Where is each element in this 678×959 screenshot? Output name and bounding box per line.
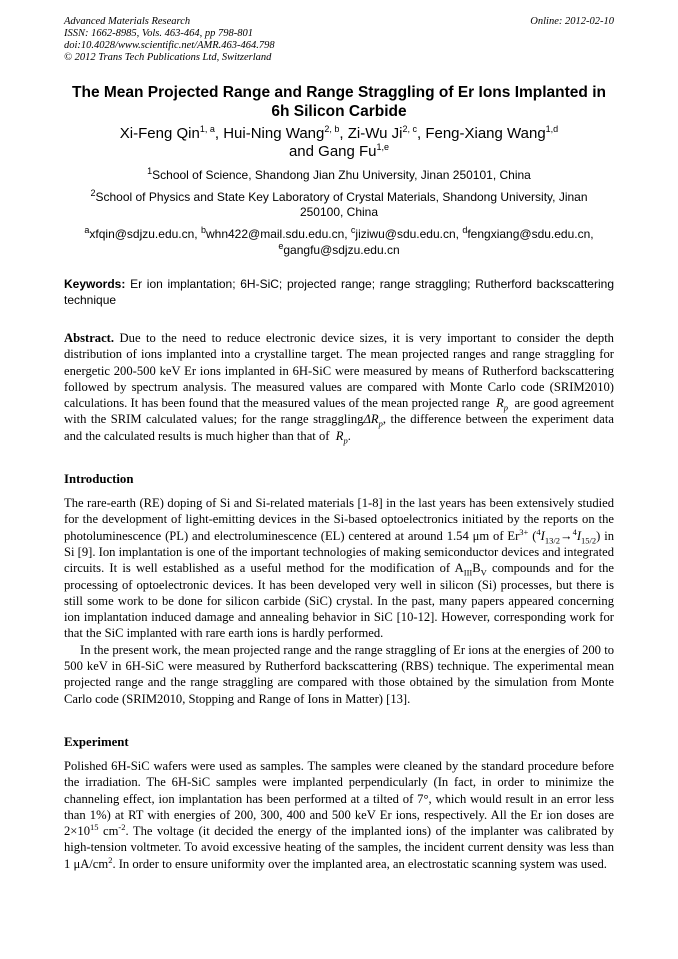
abstract-text-2: are good agreement with the SRIM calculated values; for the range straggling: [64, 396, 614, 427]
math-rp-sub: p: [503, 402, 509, 413]
email-link[interactable]: gangfu@sdjzu.edu.cn: [283, 243, 400, 257]
section-title-experiment: Experiment: [64, 734, 129, 749]
experiment-paragraph-1: [64, 758, 614, 872]
math-delta-rp-sub: p: [378, 419, 383, 429]
unit-sup: -2: [118, 821, 126, 832]
intro-text: compounds and for the processing of optoelectronic devices. It has been developed very well in silicon (Si) processes, but there is still some work to be done for silicon carbide (SiC) crystal. In the past, many papers appeared concerning ion implantation induced damage and annealing behavior in SiC [10-12]. However, corresponding work for that the SiC implanted with rare earth ions is hardly performed.: [64, 561, 614, 641]
email-list: $^a$xfqin@sdjzu.edu.cn, $^b$whn422@mail.sdu.edu.cn, $^c$jiziwu@sdu.edu.cn, $^d$fengxiang@sdu.edu.cn, $^e$gangfu@sdjzu.edu.cn: [84, 225, 594, 257]
introduction-paragraph-1: [64, 495, 614, 642]
issn-line: ISSN: 1662-8985, Vols. 463-464, pp 798-801: [64, 28, 253, 39]
author-list: Xi-Feng Qin$^{1, a}$, Hui-Ning Wang$^{2, b}$, Zi-Wu Ji$^{2, c}$, Feng-Xiang Wang$^{1,d}$ and Gang Fu$^{1,e}$: [119, 124, 559, 160]
email-sup: d: [462, 225, 468, 235]
level-sub: 15/2: [581, 535, 597, 546]
email-sup: a: [84, 225, 90, 235]
email-sup: e: [278, 241, 284, 251]
math-rp-symbol: R: [335, 428, 344, 443]
keywords-label: Keywords:: [64, 277, 126, 291]
author-name: Xi-Feng Qin: [119, 125, 200, 142]
math-rp-2: [335, 428, 348, 446]
author-name: Zi-Wu Ji: [347, 125, 403, 142]
group-sub: V: [480, 567, 487, 578]
introduction-paragraph-2: In the present work, the mean projected range and the range straggling of Er ions at the energies of 200 to 500 keV in 6H-SiC were measured by Rutherford backscattering (RBS) technique. The experimental mean projected range and the range straggling are compared with those obtained by the simulation from Monte Carlo code (SRIM2010, Stopping and Range of Ions in Matter) [13].: [64, 642, 614, 706]
section-title-introduction: Introduction: [64, 472, 134, 487]
introduction-body: [64, 495, 614, 707]
abstract-text-1: Due to the need to reduce electronic device sizes, it is very important to consider the depth distribution of ions implanted into a crystalline target. The mean projected ranges and range straggling for energetic 200-500 keV Er ions implanted in 6H-SiC were measured by means of Rutherford backscattering followed by spectrum analysis. The measured values are compared with Monte Carlo code (SRIM2010) calculations. It has been found that the measured values of the mean projected range: [64, 331, 614, 411]
exp-text: Polished 6H-SiC wafers were used as samples. The samples were cleaned by the standard procedure before the irradiation. The 6H-SiC samples were implanted perpendicularly (In fact, in order to minimize the channeling effect, ion implantation has been performed at a tilted of 7°, which would result in an error less than 1%) at RT with energies of 200, 300, 400 and 500 keV Er ions, respectively. All the Er ion doses are 2×10: [64, 758, 614, 839]
journal-name: Advanced Materials Research: [64, 16, 191, 27]
keywords-text: Er ion implantation; 6H-SiC; projected range; range straggling; Rutherford backscattering technique: [64, 277, 614, 307]
transition-arrow: →: [559, 528, 573, 543]
level-sup: 4: [572, 526, 577, 537]
author-sup: 1,d: [545, 124, 559, 134]
math-rp-symbol: R: [496, 396, 504, 411]
author-sup: 1,e: [376, 142, 390, 152]
email-sup: c: [350, 225, 356, 235]
affiliation-sup: 2: [90, 188, 96, 198]
level-symbol: I: [576, 528, 582, 543]
affiliation-1: [64, 168, 614, 183]
affiliation-2: [64, 190, 614, 220]
intro-text: The rare-earth (RE) doping of Si and Si-related materials [1-8] in the last years has been extensively studied for the development of light-emitting devices in the Si-based optoelectronics initiated by the reports on the photoluminescence (PL) and electroluminescence (EL) centered at around 1.54 μm of Er: [64, 496, 614, 543]
online-date: Online: 2012-02-10: [530, 16, 614, 27]
dose-sup: 15: [90, 821, 99, 832]
email-link[interactable]: fengxiang@sdu.edu.cn: [467, 227, 591, 241]
email-link[interactable]: jiziwu@sdu.edu.cn: [355, 227, 456, 241]
email-sup: b: [200, 225, 206, 235]
math-delta-rp: [363, 412, 383, 429]
journal-header: [64, 16, 614, 64]
email-link[interactable]: xfqin@sdjzu.edu.cn: [89, 227, 195, 241]
affiliation-text: School of Physics and State Key Laboratory of Crystal Materials, Shandong University, Jinan 250100, China: [95, 190, 588, 219]
math-rp: [496, 396, 509, 413]
author-sup: 2, c: [402, 124, 417, 134]
affiliation-text: School of Science, Shandong Jian Zhu University, Jinan 250101, China: [152, 168, 531, 182]
abstract-block: [64, 330, 614, 444]
exp-text: . In order to ensure uniformity over the implanted area, an electrostatic scanning system was used.: [112, 856, 607, 871]
intro-text: (: [532, 528, 537, 543]
abstract-label: Abstract.: [64, 331, 115, 345]
email-link[interactable]: whn422@mail.sdu.edu.cn: [205, 227, 345, 241]
exp-text: . The voltage (it decided the energy of the implanted ions) of the implanter was calibrated by high-tension voltmeter. To avoid excessive heating of the samples, the incident current density was less than 1 μA/cm: [64, 824, 614, 871]
abstract-text-4: .: [347, 428, 351, 443]
author-name: and Gang Fu: [288, 143, 377, 160]
math-rp-sub: p: [343, 435, 348, 446]
level-sup: 4: [536, 526, 541, 537]
unit-sup: 2: [108, 854, 113, 865]
author-sup: 2, b: [324, 124, 340, 134]
er-charge-sup: 3+: [519, 526, 529, 537]
copyright-line: © 2012 Trans Tech Publications Ltd, Switzerland: [64, 52, 272, 63]
math-delta-rp-symbol: ΔR: [363, 412, 379, 427]
doi-line[interactable]: doi:10.4028/www.scientific.net/AMR.463-464.798: [64, 40, 275, 51]
experiment-body: [64, 758, 614, 872]
intro-text: ) in Si [9]. Ion implantation is one of the important technologies of making semiconductor devices and integrated circuits. It is well established as a useful method for the modification of A: [64, 528, 614, 576]
abstract-text-3: , the difference between the experiment data and the calculated results is much higher than that of: [64, 412, 614, 443]
author-name: Hui-Ning Wang: [223, 125, 325, 142]
affiliation-sup: 1: [147, 166, 153, 176]
exp-text: cm: [103, 824, 119, 839]
paper-page: [64, 16, 614, 872]
level-symbol: I: [540, 528, 545, 543]
group-sub: III: [463, 567, 473, 578]
keywords-block: [64, 276, 614, 308]
level-sub: 13/2: [544, 535, 560, 546]
author-name: Feng-Xiang Wang: [425, 125, 546, 142]
author-sup: 1, a: [199, 124, 215, 134]
paper-title: The Mean Projected Range and Range Straggling of Er Ions Implanted in 6h Silicon Carbide: [72, 84, 606, 120]
intro-text: B: [472, 561, 481, 576]
